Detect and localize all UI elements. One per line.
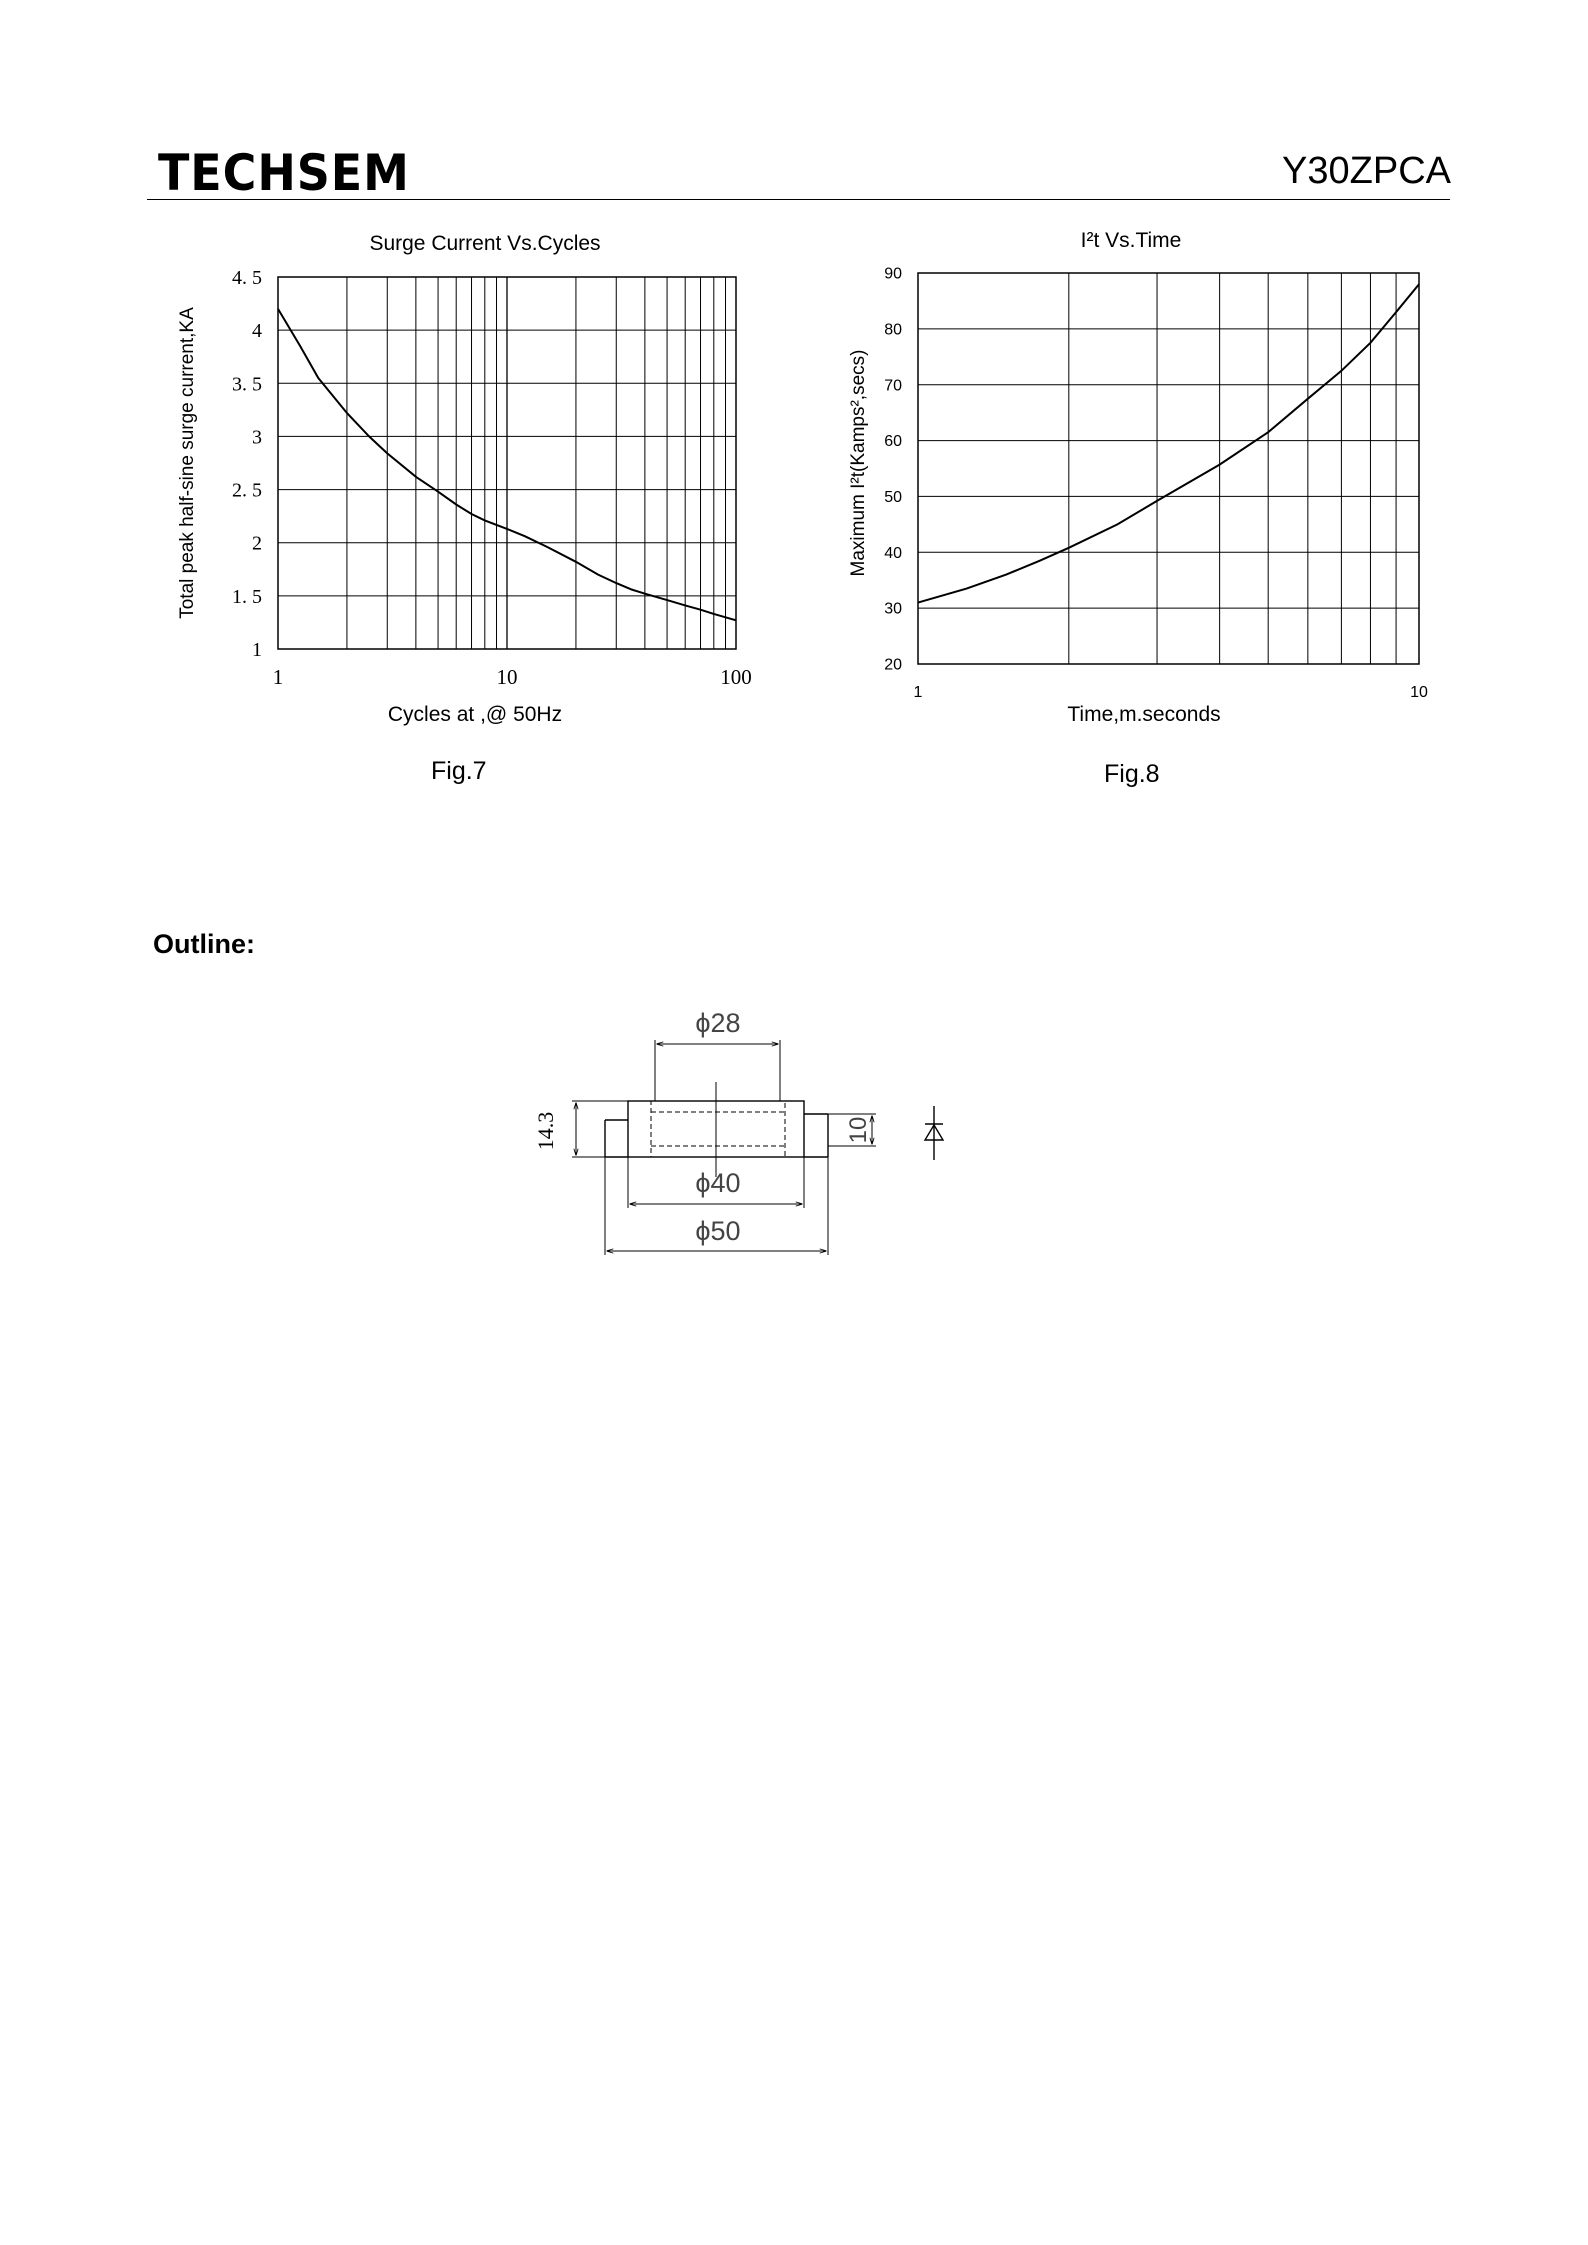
series-line [918, 284, 1419, 602]
y-tick-label: 80 [884, 321, 902, 339]
x-axis-label: Time,m.seconds [1067, 703, 1221, 726]
plot-frame [918, 273, 1419, 664]
y-tick-label: 20 [884, 656, 902, 674]
y-tick-label: 90 [884, 265, 902, 283]
chart-title: I²t Vs.Time [1080, 229, 1182, 252]
y-axis-label: Maximum I²t(Kamps²,secs) [848, 349, 869, 577]
x-axis-label: Cycles at ,@ 50Hz [387, 703, 563, 726]
dim-label-height: 14.3 [533, 1111, 558, 1151]
part-number: Y30ZPCA [1282, 150, 1451, 192]
fig7-caption: Fig.7 [431, 757, 487, 785]
y-tick-label: 4. 5 [232, 267, 262, 289]
dim-label-d28: ϕ28 [695, 1008, 741, 1038]
outline-drawing [572, 1040, 943, 1255]
x-tick-label: 100 [720, 665, 752, 689]
chart-grid [918, 273, 1419, 664]
y-tick-label: 60 [884, 433, 902, 451]
y-tick-label: 3 [252, 426, 262, 449]
outline-title: Outline: [153, 929, 255, 959]
dim-label-inner: 10 [845, 1116, 872, 1144]
y-tick-label: 4 [252, 320, 262, 343]
x-tick-label: 10 [496, 665, 518, 689]
x-tick-label: 1 [913, 684, 923, 701]
chart-title: Surge Current Vs.Cycles [369, 232, 601, 255]
fig8-caption: Fig.8 [1104, 760, 1160, 788]
x-tick-label: 1 [272, 665, 284, 689]
y-tick-label: 2. 5 [232, 479, 262, 502]
y-tick-label: 50 [884, 489, 902, 507]
y-axis-label: Total peak half-sine surge current,KA [177, 307, 198, 619]
y-tick-label: 40 [884, 544, 902, 562]
y-tick-label: 1. 5 [232, 585, 262, 608]
x-tick-label: 10 [1410, 684, 1428, 701]
chart-grid [278, 277, 736, 649]
i2t-chart [848, 229, 1428, 726]
y-tick-label: 2 [252, 532, 262, 555]
y-tick-label: 1 [252, 639, 262, 661]
inner-hidden-lines [651, 1101, 785, 1157]
y-tick-label: 3. 5 [232, 373, 262, 396]
diode-symbol-icon [925, 1106, 943, 1160]
brand-logo: TECHSEM [158, 144, 410, 202]
y-tick-label: 70 [884, 377, 902, 395]
dim-label-d40: ϕ40 [695, 1168, 741, 1198]
dim-label-d50: ϕ50 [695, 1216, 741, 1246]
surge-current-chart [177, 232, 752, 726]
y-tick-label: 30 [884, 600, 902, 618]
